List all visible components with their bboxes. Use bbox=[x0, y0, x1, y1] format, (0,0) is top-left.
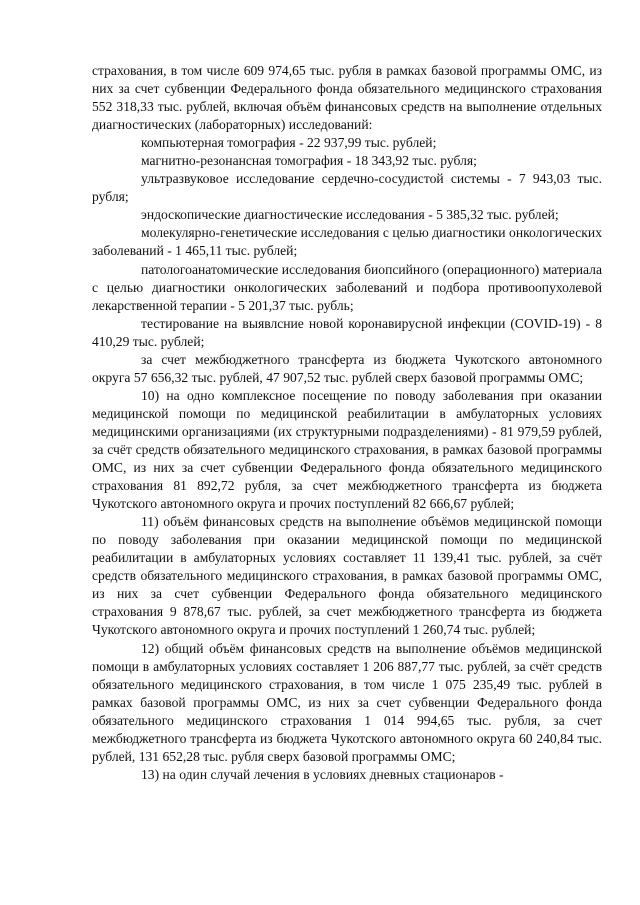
list-item-molecular-genetic: молекулярно-генетические исследования с целью диагностики онкологических заболеваний - 1 465,11 тыс. рублей; bbox=[92, 225, 602, 259]
list-item-endoscopy: эндоскопические диагностические исследования - 5 385,32 тыс. рублей; bbox=[141, 207, 559, 223]
paragraph-continuation: страхования, в том числе 609 974,65 тыс. рубля в рамках базовой программы ОМС, из них за счет субвенции Федерального фонда обязательного медицинского страхования 552 318,33 тыс. рублей, включая объём финансовых средств на выполнение отдельных диагностических (лабораторных) исследований: bbox=[92, 63, 602, 133]
paragraph-item-10: 10) на одно комплексное посещение по поводу заболевания при оказании медицинской помощи по медицинской реабилитации в амбулаторных условиях медицинскими организациями (их структурными подразделениями) - 81 979,59 рублей, за счёт средств обязательного медицинского страхования, в рамках базовой программы ОМС, из них за счет субвенции Федерального фонда обязательного медицинского страхования 81 892,72 рубля, за счет межбюджетного трансферта из бюджета Чукотского автономного округа и прочих поступлений 82 666,67 рублей; bbox=[92, 387, 602, 512]
list-item-covid-testing: тестирование на выявлсние новой коронавирусной инфекции (COVID-19) - 8 410,29 тыс. рублей; bbox=[92, 315, 602, 349]
paragraph-item-12: 12) общий объём финансовых средств на выполнение объёмов медицинской помощи в амбулаторных условиях составляет 1 206 887,77 тыс. рублей, за счёт средств обязательного медицинского страхования, в том числе 1 075 235,49 тыс. рублей в рамках базовой программы ОМС, из них за счет субвенции Федерального фонда обязательного медицинского страхования 1 014 994,65 тыс. рубля, за счет межбюджетного трансферта из бюджета Чукотского автономного округа 60 240,84 тыс. рублей, 131 652,28 тыс. рубля сверх базовой программы ОМС; bbox=[92, 640, 602, 764]
list-item-pathology: патологоанатомические исследования биопсийного (операционного) материала с целью диагностики онкологических заболеваний и подбора противоопухолевой лекарственной терапии - 5 201,37 тыс. рубль; bbox=[92, 261, 602, 313]
list-item-ultrasound: ультразвуковое исследование сердечно-сосудистой системы - 7 943,03 тыс. рубля; bbox=[92, 171, 602, 205]
list-item-ct: компьютерная томография - 22 937,99 тыс. рублей; bbox=[141, 135, 437, 151]
list-item-mri: магнитно-резонансная томография - 18 343,92 тыс. рубля; bbox=[141, 153, 477, 169]
paragraph-interbudget-transfer: за счет межбюджетного трансферта из бюджета Чукотского автономного округа 57 656,32 тыс. рублей, 47 907,52 тыс. рублей сверх базовой программы ОМС; bbox=[92, 351, 602, 385]
paragraph-item-11: 11) объём финансовых средств на выполнение объёмов медицинской помощи по поводу заболевания при оказании медицинской помощи по медицинской реабилитации в амбулаторных условиях составляет 11 139,41 тыс. рублей, за счёт средств обязательного медицинского страхования, в рамках базовой программы ОМС, из них за счет субвенции Федерального фонда обязательного медицинского страхования 9 878,67 тыс. рублей, за счет межбюджетного трансферта из бюджета Чукотского автономного округа и прочих поступлений 1 260,74 тыс. рублей; bbox=[92, 514, 602, 638]
paragraph-item-13: 13) на один случай лечения в условиях дневных стационаров - bbox=[141, 766, 504, 782]
